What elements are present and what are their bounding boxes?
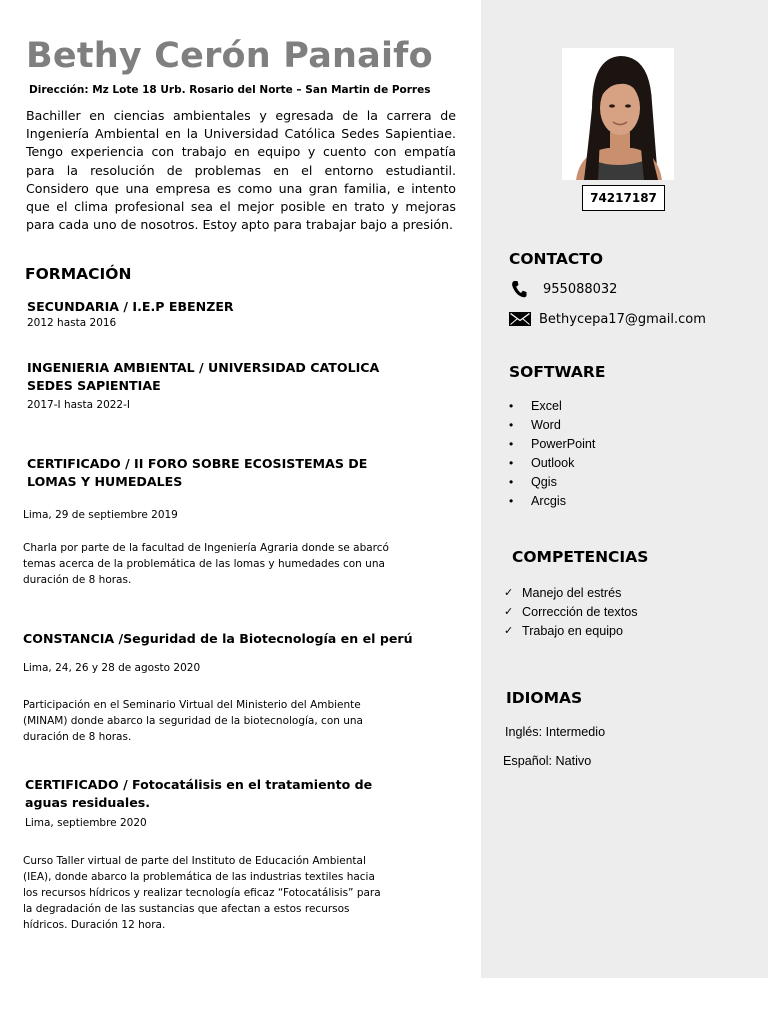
portrait-image bbox=[562, 48, 674, 180]
software-heading: SOFTWARE bbox=[509, 363, 606, 381]
entry-desc-fotocatalisis: Curso Taller virtual de parte del Instituto de Educación Ambiental (IEA), donde abarco la problemática de las industrias textiles hacia los recursos hídricos y realizar tecnología eficaz “Fotocatálisis” para la degradación de las sustancias que afectan a estos recursos hídricos. Duración 12 hora. bbox=[23, 855, 381, 931]
profile-photo bbox=[562, 48, 674, 180]
language-english: Inglés: Intermedio bbox=[505, 725, 606, 739]
entry-desc-foro-lomas: Charla por parte de la facultad de Ingeniería Agraria donde se abarcó temas acerca de la problemática de las lomas y humedades con una duración de 8 horas. bbox=[23, 542, 389, 586]
envelope-icon bbox=[509, 311, 531, 325]
idiomas-heading: IDIOMAS bbox=[506, 689, 583, 707]
entry-title-ingenieria: INGENIERIA AMBIENTAL / UNIVERSIDAD CATOLICA SEDES SAPIENTIAE bbox=[27, 360, 380, 393]
competencias-heading: COMPETENCIAS bbox=[512, 548, 649, 566]
entry-date-foro-lomas: Lima, 29 de septiembre 2019 bbox=[23, 509, 178, 521]
entry-date-fotocatalisis: Lima, septiembre 2020 bbox=[25, 817, 147, 829]
entry-desc-biotecnologia: Participación en el Seminario Virtual del Ministerio del Ambiente (MINAM) donde abarco la seguridad de la biotecnología, con una duración de 8 horas. bbox=[23, 699, 363, 743]
entry-title-biotecnologia: CONSTANCIA /Seguridad de la Biotecnología en el perú bbox=[23, 631, 413, 646]
email-address: Bethycepa17@gmail.com bbox=[539, 312, 706, 327]
list-item: ✓ Manejo del estrés bbox=[504, 584, 638, 603]
entry-title-secundaria: SECUNDARIA / I.E.P EBENZER bbox=[27, 299, 234, 314]
formacion-heading: FORMACIÓN bbox=[25, 265, 132, 283]
entry-date-ingenieria: 2017-I hasta 2022-I bbox=[27, 399, 131, 411]
list-item: • Word bbox=[509, 416, 595, 435]
entry-title-fotocatalisis: CERTIFICADO / Fotocatálisis en el tratamiento de aguas residuales. bbox=[25, 777, 373, 810]
competencias-list bbox=[504, 584, 638, 641]
language-spanish: Español: Nativo bbox=[503, 754, 592, 768]
list-item: • Excel bbox=[509, 397, 595, 416]
id-number-box: 74217187 bbox=[582, 185, 665, 211]
profile-summary: Bachiller en ciencias ambientales y egresada de la carrera de Ingeniería Ambiental en la Universidad Católica Sedes Sapientiae. Tengo experiencia con trabajo en equipo y cuento con empatía para la resolución de problemas en el entorno estudiantil. Considero que una empresa es como una gran familia, e intento que el clima profesional sea el mejor posible en trato y mejoras para cada uno de nosotros. Estoy apto para trabajar bajo a presión. bbox=[26, 108, 456, 233]
contacto-heading: CONTACTO bbox=[509, 250, 604, 268]
entry-date-biotecnologia: Lima, 24, 26 y 28 de agosto 2020 bbox=[23, 662, 201, 674]
list-item: • Qgis bbox=[509, 473, 595, 492]
list-item: ✓ Corrección de textos bbox=[504, 603, 638, 622]
phone-number: 955088032 bbox=[543, 282, 618, 297]
entry-title-foro-lomas: CERTIFICADO / II FORO SOBRE ECOSISTEMAS DE LOMAS Y HUMEDALES bbox=[27, 456, 368, 489]
person-name: Bethy Cerón Panaifo bbox=[26, 36, 433, 76]
software-list bbox=[509, 397, 595, 511]
phone-icon bbox=[511, 280, 527, 298]
list-item: • PowerPoint bbox=[509, 435, 595, 454]
list-item: • Arcgis bbox=[509, 492, 595, 511]
list-item: • Outlook bbox=[509, 454, 595, 473]
entry-date-secundaria: 2012 hasta 2016 bbox=[27, 317, 117, 329]
list-item: ✓ Trabajo en equipo bbox=[504, 622, 638, 641]
address-line: Dirección: Mz Lote 18 Urb. Rosario del Norte – San Martin de Porres bbox=[29, 84, 431, 96]
